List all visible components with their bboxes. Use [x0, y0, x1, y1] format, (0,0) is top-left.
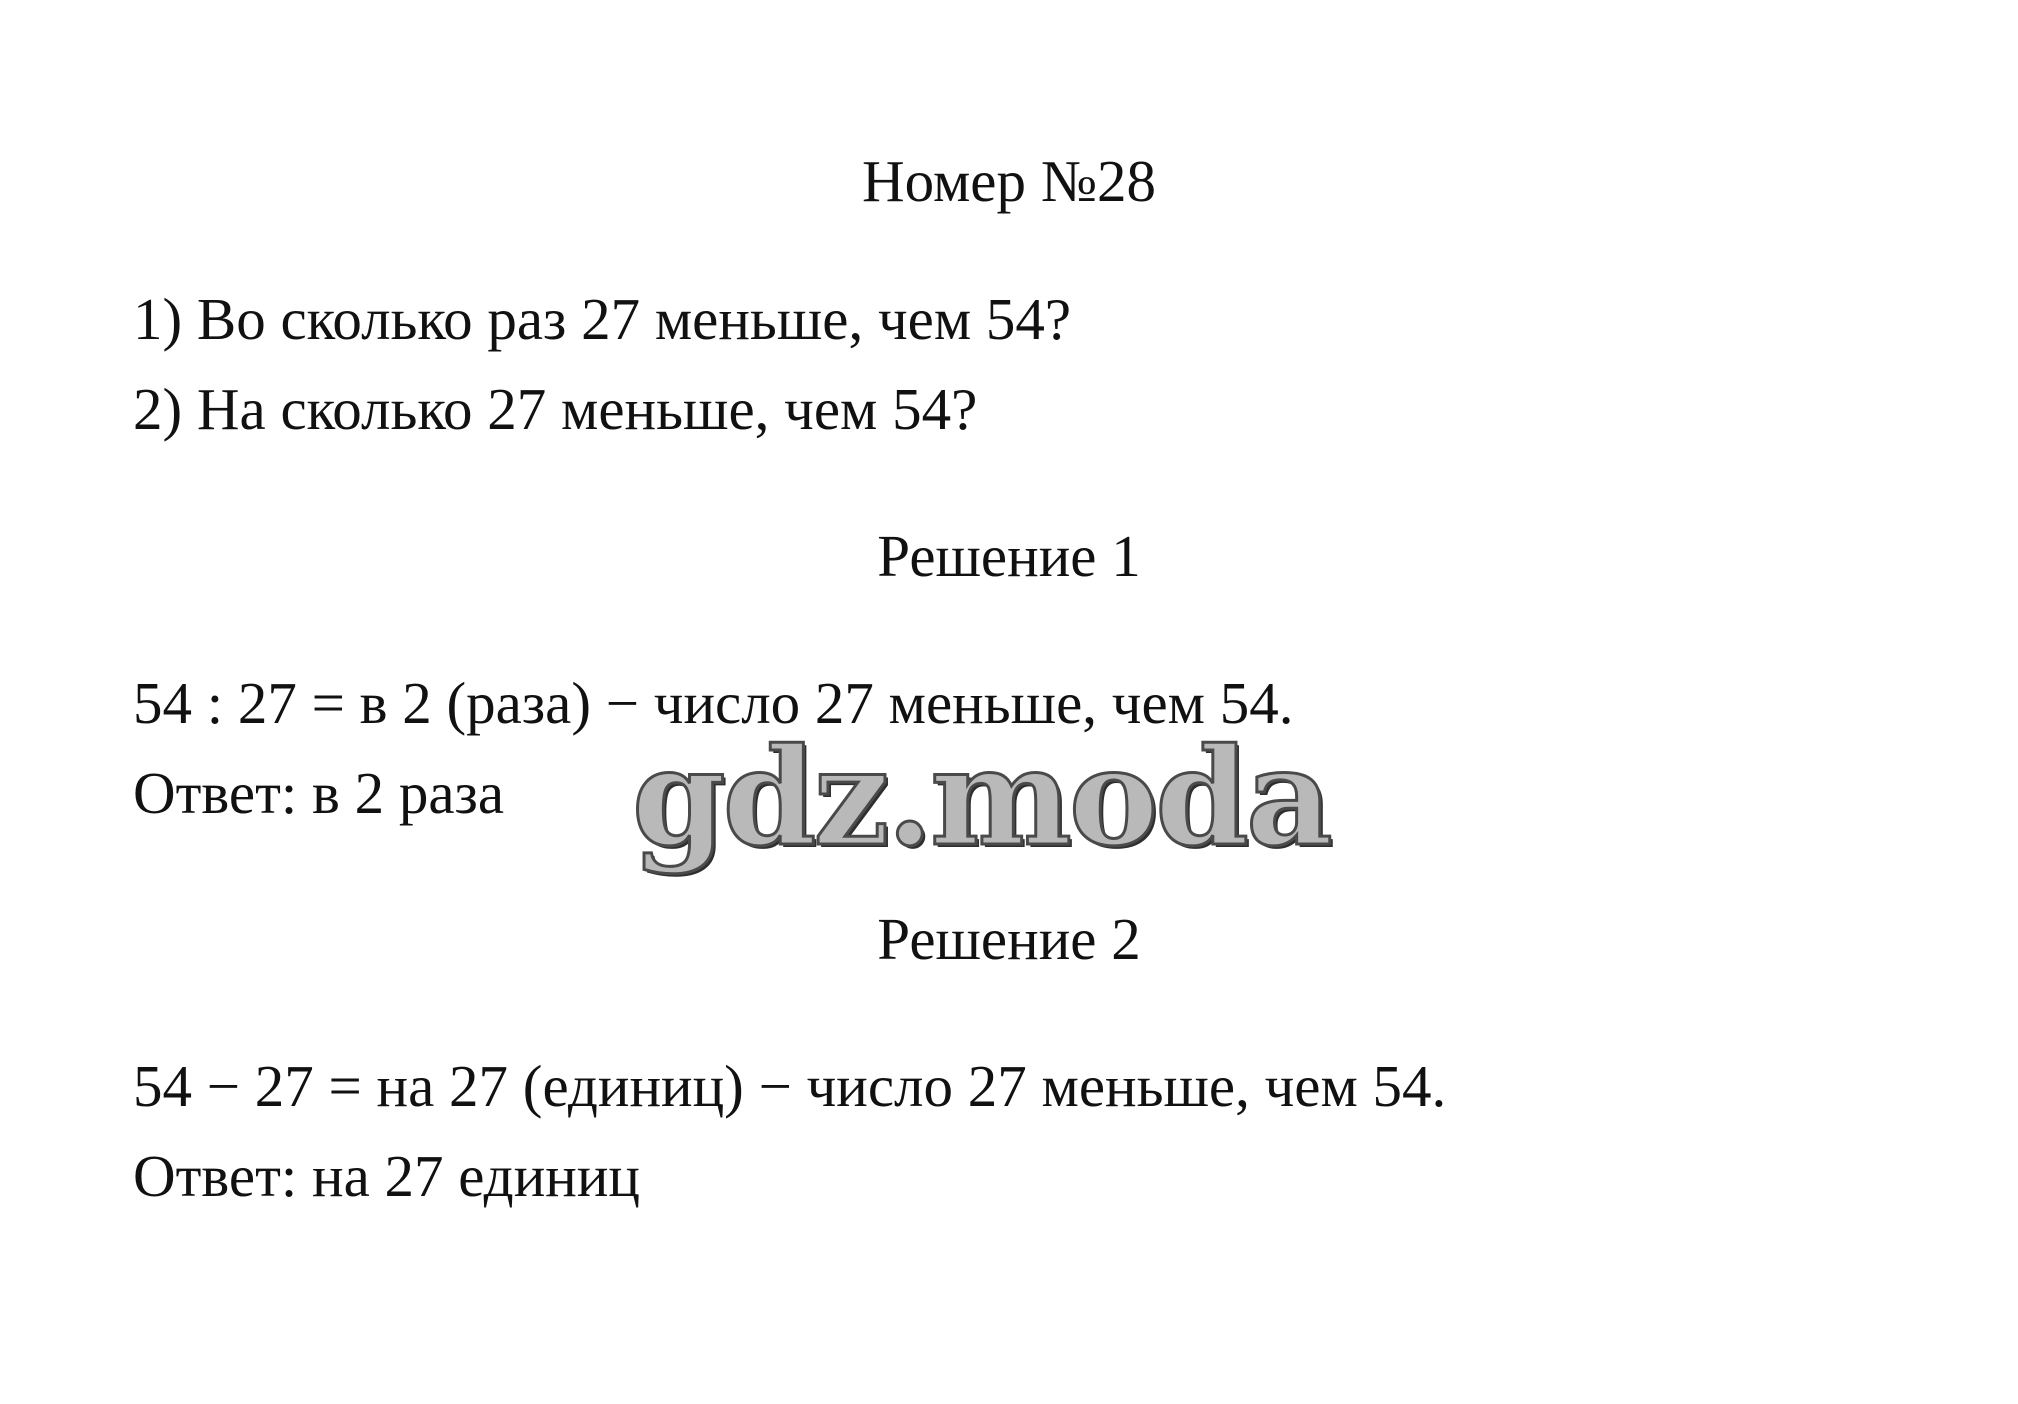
solution-1-answer: Ответ: в 2 раза: [133, 760, 505, 826]
solution-2-expression: 54 − 27 = на 27 (единиц) − число 27 меньше, чем 54.: [133, 1053, 1447, 1119]
solution-2-answer: Ответ: на 27 единиц: [133, 1143, 641, 1209]
page-title: Номер №28: [861, 148, 1157, 214]
question-1: 1) Во сколько раз 27 меньше, чем 54?: [133, 286, 1072, 352]
solution-1-heading: Решение 1: [877, 523, 1141, 589]
question-2: 2) На сколько 27 меньше, чем 54?: [133, 376, 978, 442]
solution-2-heading: Решение 2: [877, 906, 1141, 972]
solution-1-expression: 54 : 27 = в 2 (раза) − число 27 меньше, чем 54.: [133, 670, 1294, 736]
watermark-logo: gdz.moda: [632, 718, 1330, 876]
